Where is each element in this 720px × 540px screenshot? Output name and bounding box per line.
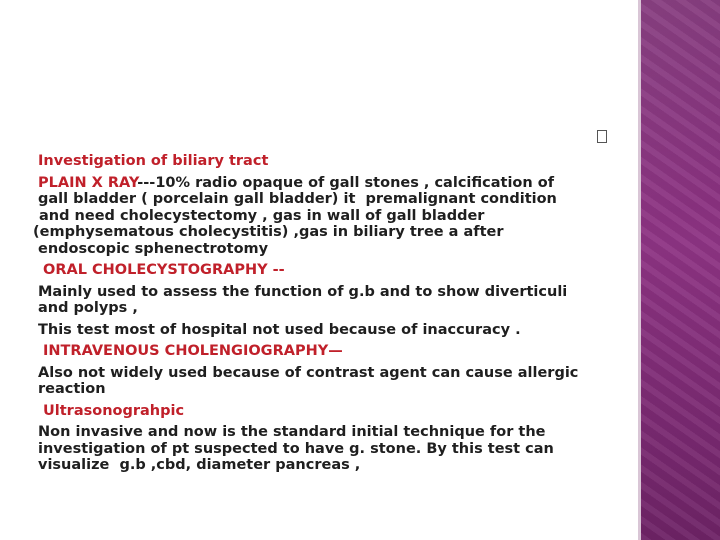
slide-body	[33, 153, 603, 474]
intravenous-cholangiography-heading: INTRAVENOUS CHOLENGIOGRAPHY—	[43, 343, 343, 359]
oral-line-2: and polyps ,	[38, 300, 138, 316]
oral-line-1: Mainly used to assess the function of g.b and to show diverticuli	[38, 283, 568, 300]
plain-xray-line-4: (emphysematous cholecystitis) ,gas in biliary tree a after	[33, 224, 504, 240]
plain-xray-text-1: ---10% radio opaque of gall stones , calcification of	[137, 174, 555, 191]
decorative-side-panel	[641, 0, 720, 540]
plain-xray-line-3: and need cholecystectomy , gas in wall of gall bladder	[39, 207, 485, 224]
plain-xray-line-2: gall bladder ( porcelain gall bladder) it premalignant condition	[38, 191, 557, 207]
plain-xray-line-1	[38, 175, 603, 192]
plain-xray-heading: PLAIN X RAY	[38, 174, 138, 191]
us-line-3: visualize g.b ,cbd, diameter pancreas ,	[38, 457, 361, 473]
iv-line-2: reaction	[38, 381, 106, 397]
plain-xray-line-5: endoscopic sphenectrotomy	[38, 240, 269, 257]
oral-cholecystography-heading: ORAL CHOLECYSTOGRAPHY --	[43, 262, 285, 278]
missing-glyph-icon	[597, 130, 607, 143]
ultrasonographic-heading: Ultrasonograhpic	[43, 402, 185, 419]
us-line-2: investigation of pt suspected to have g. stone. By this test can	[38, 440, 554, 457]
section-title: Investigation of biliary tract	[38, 153, 269, 169]
iv-line-1: Also not widely used because of contrast agent can cause allergic	[38, 364, 579, 381]
oral-line-3: This test most of hospital not used because of inaccuracy .	[38, 321, 521, 338]
us-line-1: Non invasive and now is the standard initial technique for the	[38, 424, 546, 440]
